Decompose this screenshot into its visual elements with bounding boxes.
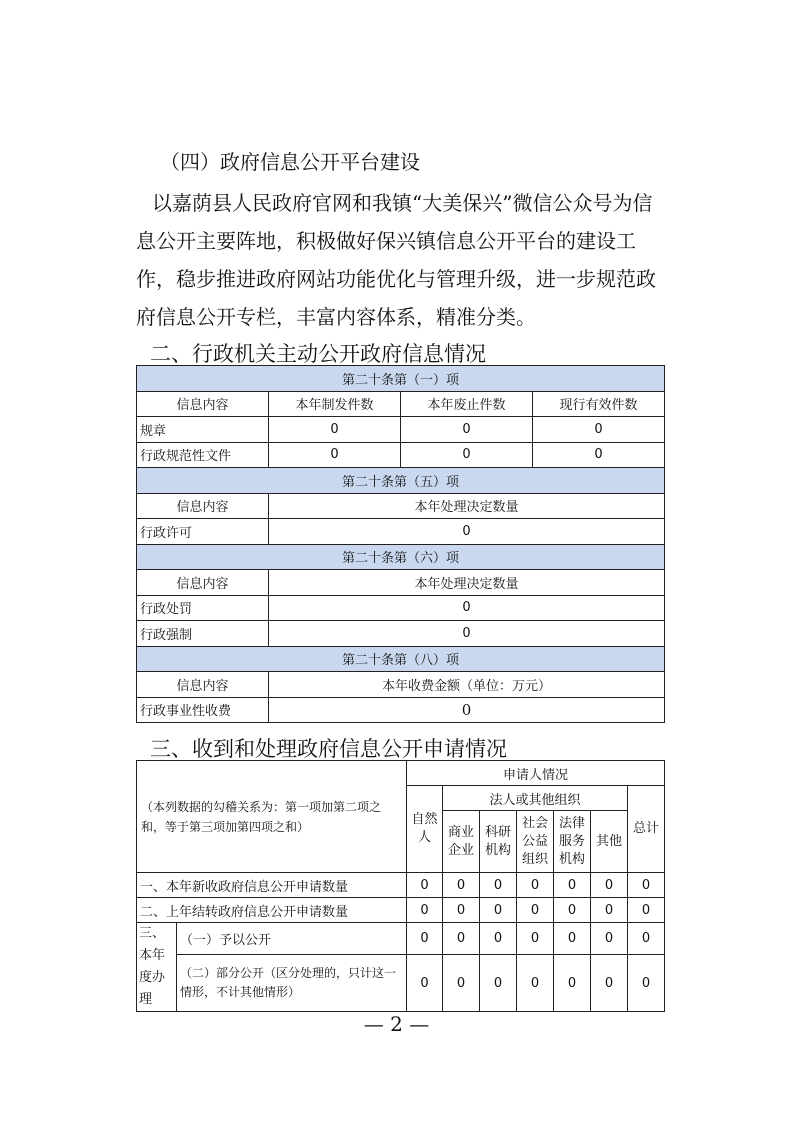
cell-value: 0 bbox=[269, 442, 401, 468]
cell-value: 0 bbox=[407, 923, 443, 955]
table-band-row bbox=[137, 468, 665, 494]
cell-value: 0 bbox=[269, 697, 665, 723]
cell-value: 0 bbox=[554, 955, 591, 1012]
natural-person-header: 自然人 bbox=[407, 786, 443, 873]
cell-value: 0 bbox=[628, 873, 665, 898]
col-header: 法律服务机构 bbox=[554, 811, 591, 873]
applicant-header: 申请人情况 bbox=[407, 761, 665, 786]
cell-value: 0 bbox=[554, 873, 591, 898]
header-cell: 本年废止件数 bbox=[401, 391, 533, 417]
band-label: 第二十条第（五）项 bbox=[137, 468, 665, 494]
cell-value: 0 bbox=[269, 519, 665, 545]
cell-value: 0 bbox=[628, 955, 665, 1012]
section3-title: 三、收到和处理政府信息公开申请情况 bbox=[150, 737, 507, 761]
table-row bbox=[137, 519, 665, 545]
cell-value: 0 bbox=[269, 595, 665, 621]
table-row bbox=[137, 417, 665, 443]
row-label: 行政强制 bbox=[137, 621, 269, 647]
page-number: — 2 — bbox=[363, 1012, 430, 1036]
row-label: （一）予以公开 bbox=[177, 923, 407, 955]
header-cell: 本年处理决定数量 bbox=[269, 570, 665, 596]
table-header-row bbox=[137, 391, 665, 417]
row-label: （二）部分公开（区分处理的，只计这一情形，不计其他情形） bbox=[177, 955, 407, 1012]
cell-value: 0 bbox=[407, 873, 443, 898]
row-group-label: 三、本年度办理 bbox=[137, 923, 177, 1012]
table-header-row bbox=[137, 672, 665, 698]
table-header-row bbox=[137, 761, 665, 786]
table-row bbox=[137, 955, 665, 1012]
cell-value: 0 bbox=[407, 955, 443, 1012]
cell-value: 0 bbox=[443, 923, 480, 955]
cell-value: 0 bbox=[517, 955, 554, 1012]
table-band-row bbox=[137, 544, 665, 570]
table-row bbox=[137, 873, 665, 898]
table-row bbox=[137, 442, 665, 468]
header-cell: 本年制发件数 bbox=[269, 391, 401, 417]
table-row bbox=[137, 923, 665, 955]
cell-value: 0 bbox=[533, 442, 665, 468]
header-cell: 信息内容 bbox=[137, 570, 269, 596]
cell-value: 0 bbox=[517, 873, 554, 898]
band-label: 第二十条第（六）项 bbox=[137, 544, 665, 570]
cell-value: 0 bbox=[628, 898, 665, 923]
cell-value: 0 bbox=[554, 923, 591, 955]
cell-value: 0 bbox=[401, 442, 533, 468]
row-label: 行政处罚 bbox=[137, 595, 269, 621]
cell-value: 0 bbox=[443, 898, 480, 923]
section2-title: 二、行政机关主动公开政府信息情况 bbox=[150, 342, 486, 366]
header-cell: 本年收费金额（单位：万元） bbox=[269, 672, 665, 698]
cell-value: 0 bbox=[401, 417, 533, 443]
cell-value: 0 bbox=[480, 955, 517, 1012]
cell-value: 0 bbox=[480, 923, 517, 955]
cell-value: 0 bbox=[591, 955, 628, 1012]
col-header: 其他 bbox=[591, 811, 628, 873]
cell-value: 0 bbox=[407, 898, 443, 923]
header-cell: 信息内容 bbox=[137, 391, 269, 417]
section-heading-platform: （四）政府信息公开平台建设 bbox=[160, 150, 420, 174]
band-label: 第二十条第（八）项 bbox=[137, 646, 665, 672]
table-header-row bbox=[137, 493, 665, 519]
cell-value: 0 bbox=[480, 873, 517, 898]
cell-value: 0 bbox=[443, 873, 480, 898]
header-cell: 信息内容 bbox=[137, 672, 269, 698]
cell-value: 0 bbox=[591, 873, 628, 898]
legal-person-header: 法人或其他组织 bbox=[443, 786, 628, 811]
table-row bbox=[137, 898, 665, 923]
row-label: 一、本年新收政府信息公开申请数量 bbox=[137, 873, 407, 898]
row-label: 规章 bbox=[137, 417, 269, 443]
body-paragraph bbox=[136, 184, 666, 336]
cell-value: 0 bbox=[269, 621, 665, 647]
cell-value: 0 bbox=[591, 923, 628, 955]
row-label: 行政规范性文件 bbox=[137, 442, 269, 468]
proactive-disclosure-table bbox=[136, 365, 665, 723]
table-band-row bbox=[137, 646, 665, 672]
table-row bbox=[137, 697, 665, 723]
note-cell: （本列数据的勾稽关系为：第一项加第二项之和，等于第三项加第四项之和） bbox=[137, 761, 407, 873]
header-cell: 现行有效件数 bbox=[533, 391, 665, 417]
cell-value: 0 bbox=[554, 898, 591, 923]
col-header: 社会公益组织 bbox=[517, 811, 554, 873]
cell-value: 0 bbox=[533, 417, 665, 443]
cell-value: 0 bbox=[443, 955, 480, 1012]
cell-value: 0 bbox=[628, 923, 665, 955]
application-handling-table bbox=[136, 760, 665, 1012]
cell-value: 0 bbox=[517, 923, 554, 955]
header-cell: 信息内容 bbox=[137, 493, 269, 519]
cell-value: 0 bbox=[591, 898, 628, 923]
cell-value: 0 bbox=[269, 417, 401, 443]
cell-value: 0 bbox=[480, 898, 517, 923]
total-header: 总计 bbox=[628, 786, 665, 873]
table-row bbox=[137, 595, 665, 621]
table-band-row bbox=[137, 366, 665, 392]
table-header-row bbox=[137, 570, 665, 596]
col-header: 科研机构 bbox=[480, 811, 517, 873]
col-header: 商业企业 bbox=[443, 811, 480, 873]
table-row bbox=[137, 621, 665, 647]
band-label: 第二十条第（一）项 bbox=[137, 366, 665, 392]
cell-value: 0 bbox=[517, 898, 554, 923]
row-label: 行政许可 bbox=[137, 519, 269, 545]
body-paragraph-text: 以嘉荫县人民政府官网和我镇“大美保兴”微信公众号为信息公开主要阵地，积极做好保兴镇信息公开平台的建设工作，稳步推进政府网站功能优化与管理升级，进一步规范政府信息公开专栏，丰富内容体系，精准分类。 bbox=[136, 191, 656, 329]
header-cell: 本年处理决定数量 bbox=[269, 493, 665, 519]
row-label: 二、上年结转政府信息公开申请数量 bbox=[137, 898, 407, 923]
row-label: 行政事业性收费 bbox=[137, 697, 269, 723]
